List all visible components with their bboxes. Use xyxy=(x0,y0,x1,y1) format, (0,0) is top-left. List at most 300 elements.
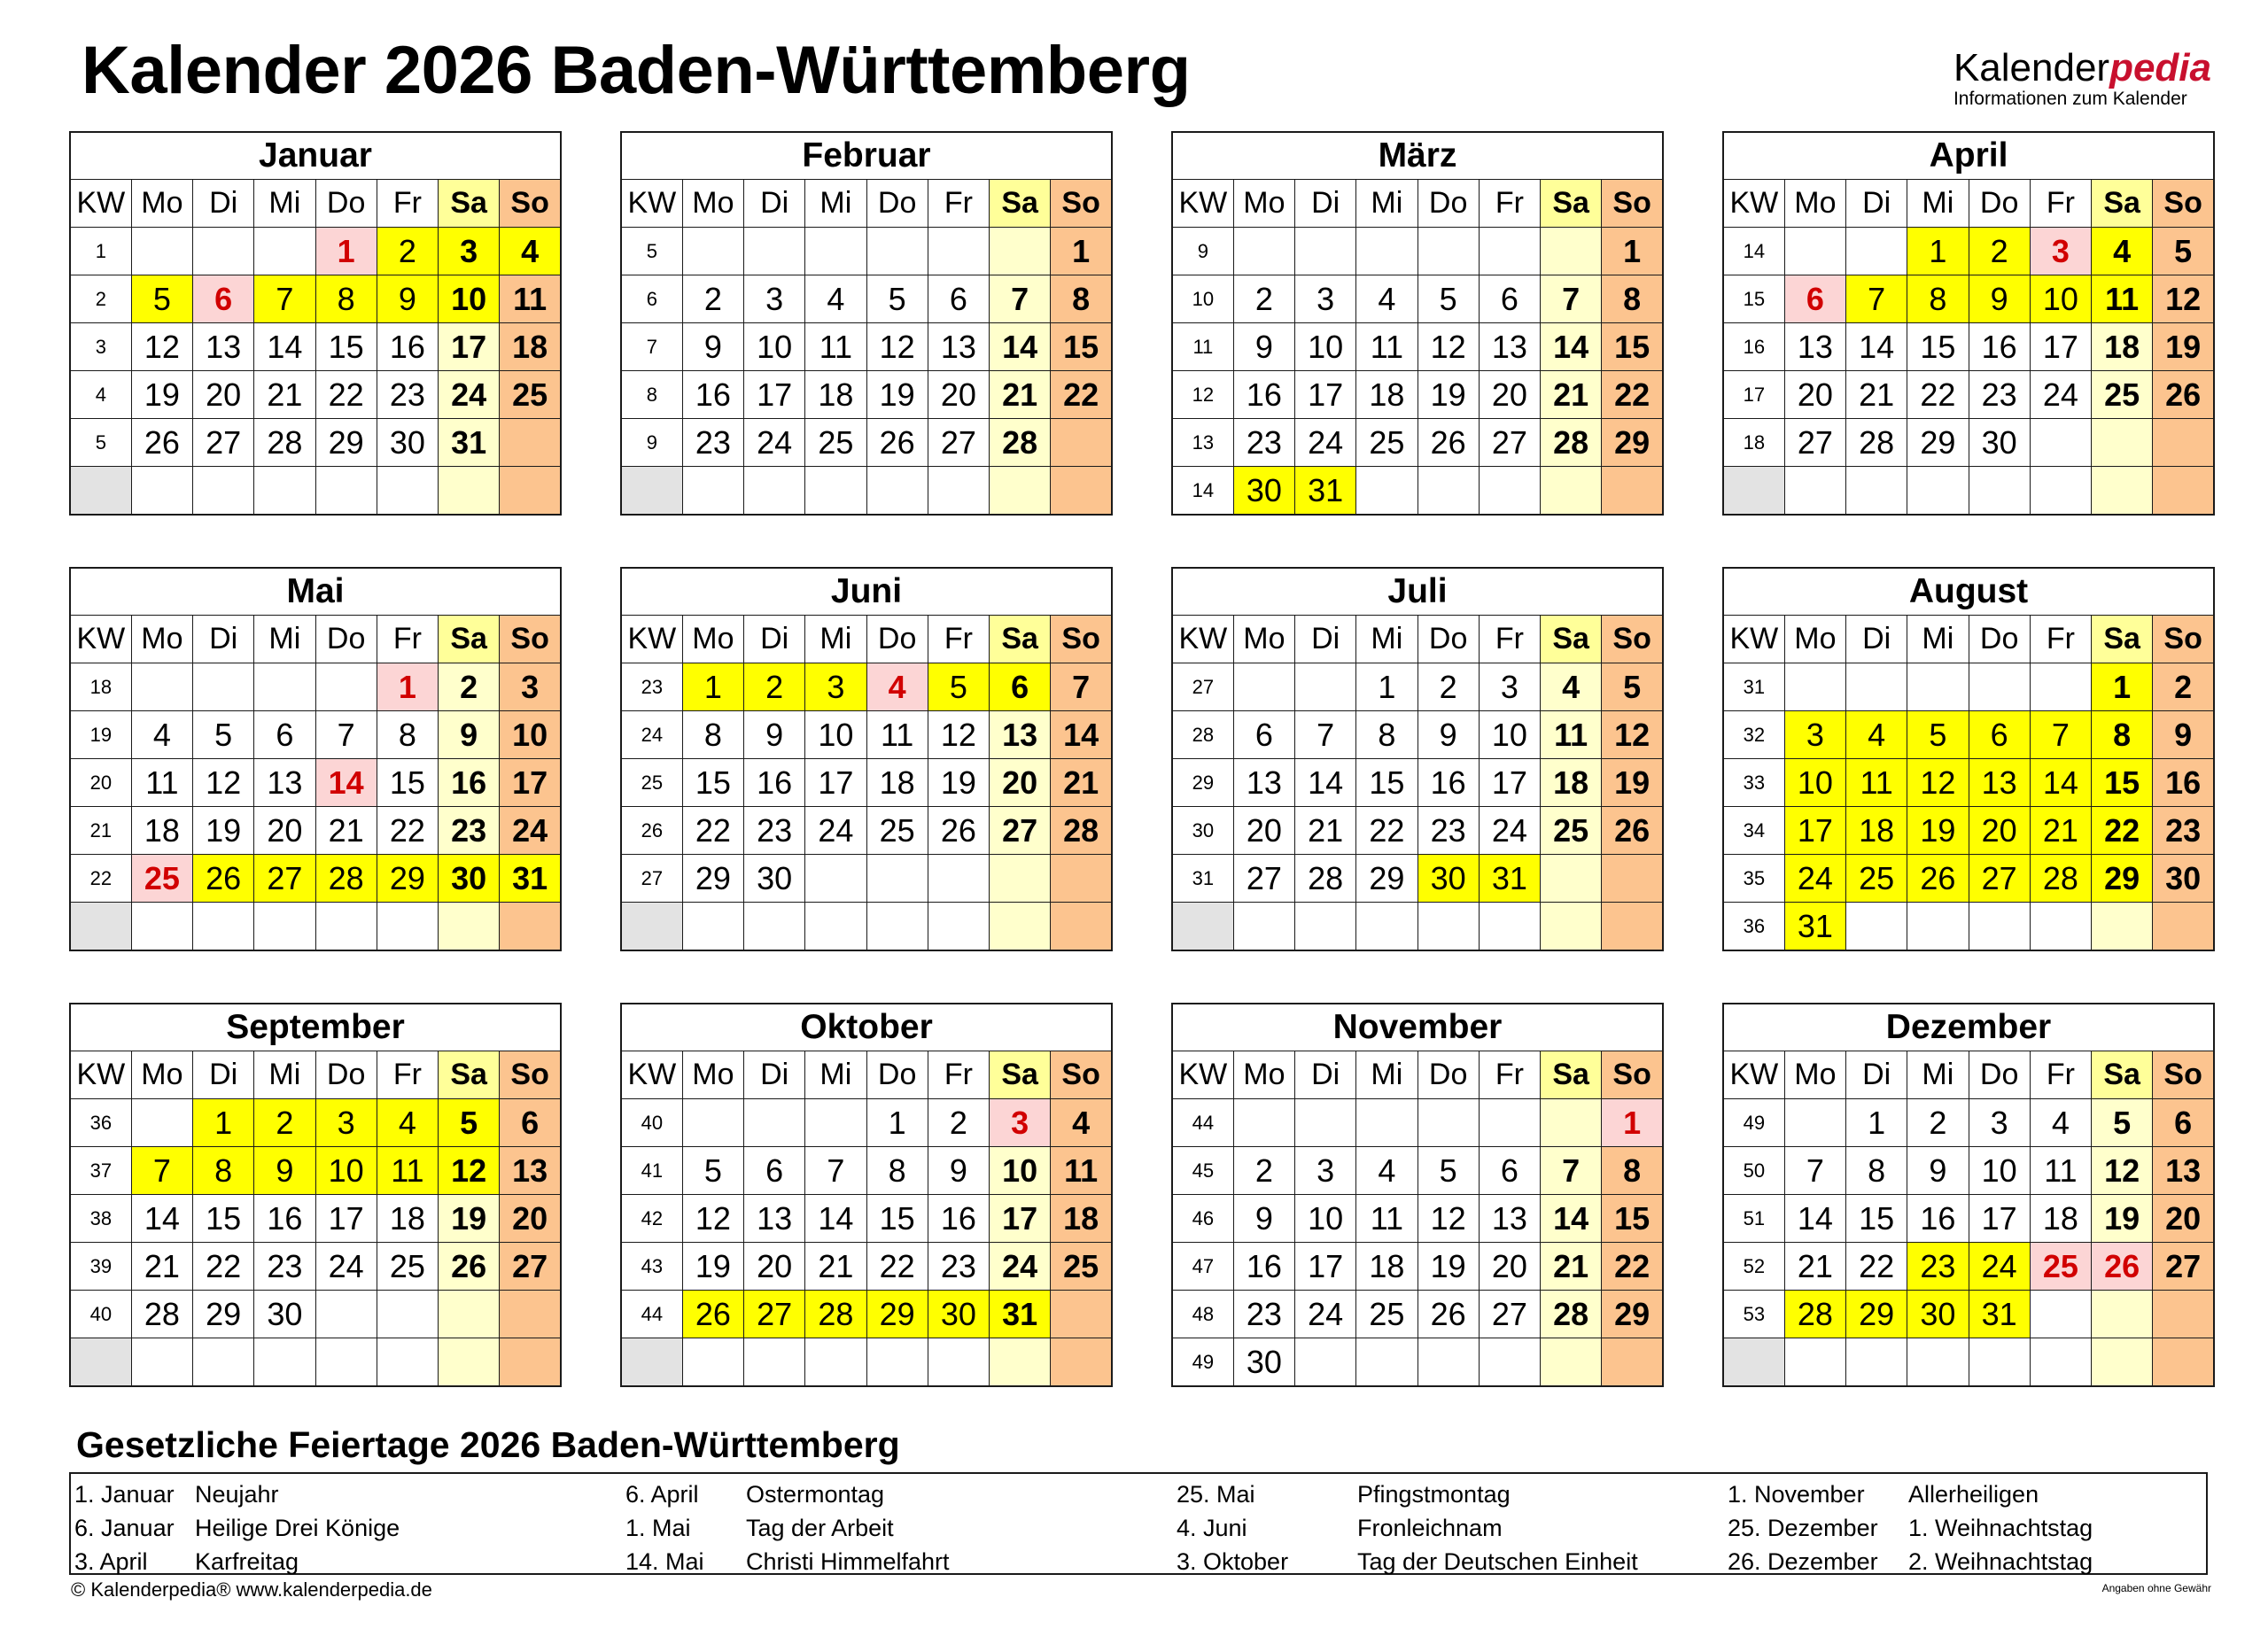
day-cell xyxy=(2092,903,2153,951)
day-cell xyxy=(1051,419,1112,467)
month-name: November xyxy=(1172,1004,1663,1051)
week-number xyxy=(1172,903,1233,951)
day-cell: 30 xyxy=(1233,1338,1294,1387)
day-cell xyxy=(439,1291,500,1338)
day-cell: 9 xyxy=(377,275,438,323)
day-cell: 25 xyxy=(1051,1243,1112,1291)
weekday-header: Fr xyxy=(377,616,438,663)
day-cell: 1 xyxy=(2092,663,2153,711)
weekday-header: Fr xyxy=(928,1051,989,1099)
weekday-header: Fr xyxy=(2030,1051,2091,1099)
day-cell: 9 xyxy=(1233,1195,1294,1243)
weekday-header: Mo xyxy=(1784,180,1845,228)
day-cell: 3 xyxy=(990,1099,1051,1147)
day-cell: 11 xyxy=(377,1147,438,1195)
day-cell: 26 xyxy=(1907,855,1969,903)
day-cell: 21 xyxy=(1846,371,1907,419)
day-cell xyxy=(1969,903,2030,951)
weekday-header: Mo xyxy=(131,180,192,228)
day-cell: 6 xyxy=(990,663,1051,711)
day-cell xyxy=(254,467,315,516)
day-cell xyxy=(1846,903,1907,951)
day-cell: 8 xyxy=(1907,275,1969,323)
week-number: 29 xyxy=(1172,759,1233,807)
holiday-date: 1. Mai xyxy=(625,1515,691,1541)
day-cell: 24 xyxy=(1295,419,1356,467)
day-cell xyxy=(744,1099,805,1147)
day-cell xyxy=(682,467,743,516)
week-number: 24 xyxy=(621,711,682,759)
week-number: 23 xyxy=(621,663,682,711)
day-cell: 16 xyxy=(1418,759,1479,807)
week-number: 18 xyxy=(70,663,131,711)
day-cell: 11 xyxy=(1541,711,1602,759)
weekday-header: So xyxy=(500,616,561,663)
day-cell: 7 xyxy=(1784,1147,1845,1195)
day-cell xyxy=(990,855,1051,903)
week-number: 5 xyxy=(70,419,131,467)
day-cell xyxy=(1479,1099,1540,1147)
day-cell: 9 xyxy=(682,323,743,371)
day-cell: 20 xyxy=(1969,807,2030,855)
day-cell: 3 xyxy=(1295,275,1356,323)
weekday-header: Di xyxy=(744,1051,805,1099)
day-cell xyxy=(682,1099,743,1147)
day-cell: 30 xyxy=(1907,1291,1969,1338)
day-cell xyxy=(315,1338,377,1387)
weekday-header: Mi xyxy=(1356,1051,1418,1099)
weekday-header: Sa xyxy=(2092,180,2153,228)
day-cell: 3 xyxy=(315,1099,377,1147)
day-cell: 8 xyxy=(1602,1147,1663,1195)
holiday-row xyxy=(1173,1511,1705,1545)
day-cell: 24 xyxy=(1479,807,1540,855)
holiday-name: Neujahr xyxy=(195,1481,279,1508)
day-cell: 27 xyxy=(254,855,315,903)
day-cell: 14 xyxy=(131,1195,192,1243)
day-cell: 9 xyxy=(928,1147,989,1195)
weekday-header: KW xyxy=(70,180,131,228)
weekday-header: KW xyxy=(621,180,682,228)
day-cell xyxy=(377,1338,438,1387)
holiday-name: Pfingstmontag xyxy=(1357,1481,1511,1508)
day-cell: 15 xyxy=(193,1195,254,1243)
week-number: 27 xyxy=(1172,663,1233,711)
day-cell: 22 xyxy=(1846,1243,1907,1291)
page-title: Kalender 2026 Baden-Württemberg xyxy=(82,33,1191,108)
day-cell: 31 xyxy=(500,855,561,903)
day-cell: 29 xyxy=(1356,855,1418,903)
day-cell: 12 xyxy=(193,759,254,807)
weekday-header: Mo xyxy=(682,616,743,663)
day-cell xyxy=(866,1338,928,1387)
weekday-header: Fr xyxy=(1479,1051,1540,1099)
weekday-header: KW xyxy=(70,1051,131,1099)
day-cell: 26 xyxy=(439,1243,500,1291)
week-number xyxy=(70,467,131,516)
weekday-header: Mo xyxy=(682,180,743,228)
day-cell: 20 xyxy=(1479,371,1540,419)
day-cell xyxy=(131,1338,192,1387)
day-cell: 15 xyxy=(1051,323,1112,371)
weekday-header: Mo xyxy=(1784,1051,1845,1099)
day-cell xyxy=(1356,228,1418,275)
day-cell xyxy=(805,467,866,516)
day-cell xyxy=(928,903,989,951)
day-cell xyxy=(1479,1338,1540,1387)
day-cell: 22 xyxy=(866,1243,928,1291)
day-cell: 5 xyxy=(682,1147,743,1195)
day-cell: 11 xyxy=(1051,1147,1112,1195)
holiday-date: 4. Juni xyxy=(1177,1515,1247,1541)
weekday-header: Mi xyxy=(254,180,315,228)
day-cell: 16 xyxy=(928,1195,989,1243)
holiday-row xyxy=(1724,1545,2256,1578)
day-cell: 24 xyxy=(439,371,500,419)
month-0 xyxy=(69,131,562,516)
day-cell: 5 xyxy=(928,663,989,711)
day-cell xyxy=(744,903,805,951)
day-cell xyxy=(866,903,928,951)
weekday-header: Di xyxy=(1295,616,1356,663)
day-cell: 15 xyxy=(315,323,377,371)
day-cell: 13 xyxy=(2153,1147,2214,1195)
week-number: 28 xyxy=(1172,711,1233,759)
day-cell xyxy=(1479,228,1540,275)
day-cell xyxy=(131,228,192,275)
day-cell: 18 xyxy=(2092,323,2153,371)
day-cell: 1 xyxy=(1356,663,1418,711)
day-cell: 28 xyxy=(990,419,1051,467)
day-cell: 16 xyxy=(377,323,438,371)
week-number: 14 xyxy=(1172,467,1233,516)
day-cell: 14 xyxy=(2030,759,2091,807)
day-cell xyxy=(928,855,989,903)
week-number: 6 xyxy=(621,275,682,323)
day-cell: 27 xyxy=(928,419,989,467)
week-number: 33 xyxy=(1723,759,1784,807)
day-cell: 21 xyxy=(254,371,315,419)
day-cell: 29 xyxy=(193,1291,254,1338)
weekday-header: Do xyxy=(1969,1051,2030,1099)
weekday-header: Sa xyxy=(1541,180,1602,228)
day-cell: 26 xyxy=(2092,1243,2153,1291)
day-cell: 13 xyxy=(254,759,315,807)
day-cell xyxy=(1418,467,1479,516)
day-cell: 23 xyxy=(2153,807,2214,855)
day-cell: 2 xyxy=(1907,1099,1969,1147)
weekday-header: Sa xyxy=(1541,1051,1602,1099)
day-cell: 14 xyxy=(805,1195,866,1243)
day-cell: 18 xyxy=(1541,759,1602,807)
weekday-header: KW xyxy=(621,616,682,663)
day-cell: 21 xyxy=(1784,1243,1845,1291)
weekday-header: Mo xyxy=(1233,1051,1294,1099)
day-cell: 14 xyxy=(990,323,1051,371)
day-cell: 23 xyxy=(377,371,438,419)
day-cell xyxy=(1541,1338,1602,1387)
day-cell: 4 xyxy=(2092,228,2153,275)
day-cell xyxy=(1907,467,1969,516)
day-cell xyxy=(990,228,1051,275)
day-cell: 15 xyxy=(2092,759,2153,807)
day-cell: 1 xyxy=(1602,228,1663,275)
day-cell xyxy=(2092,1338,2153,1387)
day-cell xyxy=(377,903,438,951)
day-cell: 16 xyxy=(1969,323,2030,371)
day-cell xyxy=(1602,467,1663,516)
day-cell: 14 xyxy=(1846,323,1907,371)
day-cell: 21 xyxy=(1541,371,1602,419)
weekday-header: Do xyxy=(1418,180,1479,228)
day-cell: 3 xyxy=(439,228,500,275)
weekday-header: Di xyxy=(744,616,805,663)
day-cell: 30 xyxy=(439,855,500,903)
day-cell xyxy=(1233,228,1294,275)
week-number: 48 xyxy=(1172,1291,1233,1338)
day-cell: 10 xyxy=(2030,275,2091,323)
day-cell: 26 xyxy=(1418,1291,1479,1338)
day-cell: 15 xyxy=(866,1195,928,1243)
day-cell: 6 xyxy=(1479,1147,1540,1195)
day-cell: 17 xyxy=(439,323,500,371)
day-cell: 22 xyxy=(1907,371,1969,419)
day-cell: 19 xyxy=(2092,1195,2153,1243)
day-cell: 24 xyxy=(1784,855,1845,903)
day-cell xyxy=(500,1338,561,1387)
week-number: 11 xyxy=(1172,323,1233,371)
day-cell: 24 xyxy=(744,419,805,467)
day-cell: 11 xyxy=(1846,759,1907,807)
day-cell: 19 xyxy=(866,371,928,419)
weekday-header: Di xyxy=(193,180,254,228)
week-number: 2 xyxy=(70,275,131,323)
day-cell xyxy=(500,467,561,516)
day-cell xyxy=(866,855,928,903)
day-cell: 2 xyxy=(1969,228,2030,275)
day-cell: 11 xyxy=(805,323,866,371)
day-cell xyxy=(377,467,438,516)
day-cell xyxy=(1051,855,1112,903)
weekday-header: KW xyxy=(1172,180,1233,228)
day-cell: 20 xyxy=(1784,371,1845,419)
day-cell xyxy=(377,1291,438,1338)
month-5 xyxy=(620,567,1113,951)
week-number: 35 xyxy=(1723,855,1784,903)
holiday-name: Allerheiligen xyxy=(1908,1481,2039,1508)
day-cell xyxy=(2030,1291,2091,1338)
day-cell xyxy=(439,467,500,516)
day-cell xyxy=(254,903,315,951)
day-cell: 8 xyxy=(1356,711,1418,759)
holiday-row xyxy=(1173,1545,1705,1578)
day-cell: 31 xyxy=(1969,1291,2030,1338)
day-cell xyxy=(1541,903,1602,951)
day-cell: 2 xyxy=(928,1099,989,1147)
week-number: 26 xyxy=(621,807,682,855)
day-cell: 8 xyxy=(1846,1147,1907,1195)
day-cell xyxy=(315,663,377,711)
day-cell: 2 xyxy=(1233,1147,1294,1195)
day-cell xyxy=(1418,903,1479,951)
weekday-header: So xyxy=(1602,1051,1663,1099)
day-cell: 3 xyxy=(805,663,866,711)
holiday-date: 3. April xyxy=(74,1548,148,1575)
day-cell: 18 xyxy=(1051,1195,1112,1243)
day-cell: 26 xyxy=(1602,807,1663,855)
week-number: 20 xyxy=(70,759,131,807)
day-cell: 24 xyxy=(315,1243,377,1291)
day-cell: 16 xyxy=(254,1195,315,1243)
weekday-header: Sa xyxy=(439,616,500,663)
day-cell: 10 xyxy=(500,711,561,759)
month-9 xyxy=(620,1003,1113,1387)
day-cell: 24 xyxy=(805,807,866,855)
day-cell: 28 xyxy=(1846,419,1907,467)
day-cell: 10 xyxy=(1295,323,1356,371)
week-number: 40 xyxy=(621,1099,682,1147)
holiday-date: 1. November xyxy=(1728,1481,1865,1508)
day-cell: 11 xyxy=(1356,323,1418,371)
weekday-header: Mo xyxy=(1233,616,1294,663)
day-cell: 18 xyxy=(805,371,866,419)
day-cell: 13 xyxy=(500,1147,561,1195)
day-cell: 9 xyxy=(1233,323,1294,371)
day-cell: 8 xyxy=(1051,275,1112,323)
day-cell: 12 xyxy=(1418,323,1479,371)
day-cell xyxy=(928,228,989,275)
month-7 xyxy=(1722,567,2215,951)
day-cell: 16 xyxy=(1233,371,1294,419)
weekday-header: Di xyxy=(744,180,805,228)
month-3 xyxy=(1722,131,2215,516)
day-cell xyxy=(1846,663,1907,711)
day-cell: 17 xyxy=(1969,1195,2030,1243)
day-cell: 15 xyxy=(1602,323,1663,371)
day-cell: 29 xyxy=(1602,1291,1663,1338)
week-number: 36 xyxy=(70,1099,131,1147)
day-cell: 21 xyxy=(805,1243,866,1291)
day-cell xyxy=(1051,1291,1112,1338)
day-cell xyxy=(1295,903,1356,951)
day-cell: 26 xyxy=(1418,419,1479,467)
day-cell xyxy=(1295,228,1356,275)
day-cell: 20 xyxy=(928,371,989,419)
day-cell: 19 xyxy=(1418,1243,1479,1291)
weekday-header: Do xyxy=(1969,616,2030,663)
holiday-row xyxy=(71,1477,602,1511)
day-cell: 15 xyxy=(1846,1195,1907,1243)
day-cell: 22 xyxy=(2092,807,2153,855)
holiday-row xyxy=(71,1511,602,1545)
holiday-name: Ostermontag xyxy=(746,1481,885,1508)
day-cell xyxy=(2030,419,2091,467)
day-cell xyxy=(2030,903,2091,951)
day-cell: 15 xyxy=(1356,759,1418,807)
day-cell: 2 xyxy=(682,275,743,323)
day-cell: 7 xyxy=(1295,711,1356,759)
day-cell xyxy=(1541,855,1602,903)
day-cell: 23 xyxy=(928,1243,989,1291)
day-cell: 28 xyxy=(1295,855,1356,903)
month-name: September xyxy=(70,1004,561,1051)
day-cell: 31 xyxy=(439,419,500,467)
weekday-header: KW xyxy=(621,1051,682,1099)
day-cell: 29 xyxy=(377,855,438,903)
weekday-header: Mi xyxy=(254,616,315,663)
day-cell: 15 xyxy=(1602,1195,1663,1243)
weekday-header: KW xyxy=(1172,1051,1233,1099)
week-number: 16 xyxy=(1723,323,1784,371)
holiday-date: 6. Januar xyxy=(74,1515,175,1541)
day-cell: 16 xyxy=(1907,1195,1969,1243)
footer-copyright: © Kalenderpedia® www.kalenderpedia.de xyxy=(71,1578,432,1601)
day-cell: 29 xyxy=(682,855,743,903)
day-cell: 7 xyxy=(805,1147,866,1195)
day-cell xyxy=(500,903,561,951)
month-name: Juli xyxy=(1172,568,1663,616)
day-cell: 6 xyxy=(1969,711,2030,759)
day-cell: 27 xyxy=(1233,855,1294,903)
weekday-header: So xyxy=(500,1051,561,1099)
day-cell: 23 xyxy=(1418,807,1479,855)
day-cell xyxy=(1846,228,1907,275)
day-cell: 17 xyxy=(805,759,866,807)
day-cell: 26 xyxy=(866,419,928,467)
week-number: 9 xyxy=(621,419,682,467)
weekday-header: Do xyxy=(1418,616,1479,663)
weekday-header: Sa xyxy=(1541,616,1602,663)
day-cell: 5 xyxy=(1418,1147,1479,1195)
day-cell: 7 xyxy=(131,1147,192,1195)
week-number: 50 xyxy=(1723,1147,1784,1195)
week-number: 49 xyxy=(1172,1338,1233,1387)
day-cell xyxy=(500,419,561,467)
week-number: 53 xyxy=(1723,1291,1784,1338)
day-cell: 30 xyxy=(2153,855,2214,903)
day-cell: 21 xyxy=(990,371,1051,419)
month-name: Oktober xyxy=(621,1004,1112,1051)
weekday-header: Mi xyxy=(805,1051,866,1099)
day-cell: 2 xyxy=(439,663,500,711)
day-cell: 13 xyxy=(1233,759,1294,807)
week-number: 47 xyxy=(1172,1243,1233,1291)
day-cell: 19 xyxy=(439,1195,500,1243)
day-cell xyxy=(2153,1291,2214,1338)
day-cell xyxy=(990,467,1051,516)
holiday-name: Karfreitag xyxy=(195,1548,299,1575)
day-cell xyxy=(439,1338,500,1387)
weekday-header: Di xyxy=(193,616,254,663)
weekday-header: Mi xyxy=(1356,616,1418,663)
day-cell xyxy=(254,1338,315,1387)
day-cell: 8 xyxy=(1602,275,1663,323)
day-cell xyxy=(1356,903,1418,951)
day-cell: 4 xyxy=(866,663,928,711)
day-cell xyxy=(2153,419,2214,467)
day-cell xyxy=(2153,467,2214,516)
day-cell: 12 xyxy=(2153,275,2214,323)
week-number: 1 xyxy=(70,228,131,275)
day-cell xyxy=(1233,903,1294,951)
month-10 xyxy=(1171,1003,1664,1387)
weekday-header: So xyxy=(2153,616,2214,663)
day-cell: 17 xyxy=(744,371,805,419)
week-number: 44 xyxy=(1172,1099,1233,1147)
day-cell: 14 xyxy=(1784,1195,1845,1243)
day-cell: 4 xyxy=(2030,1099,2091,1147)
day-cell: 23 xyxy=(682,419,743,467)
